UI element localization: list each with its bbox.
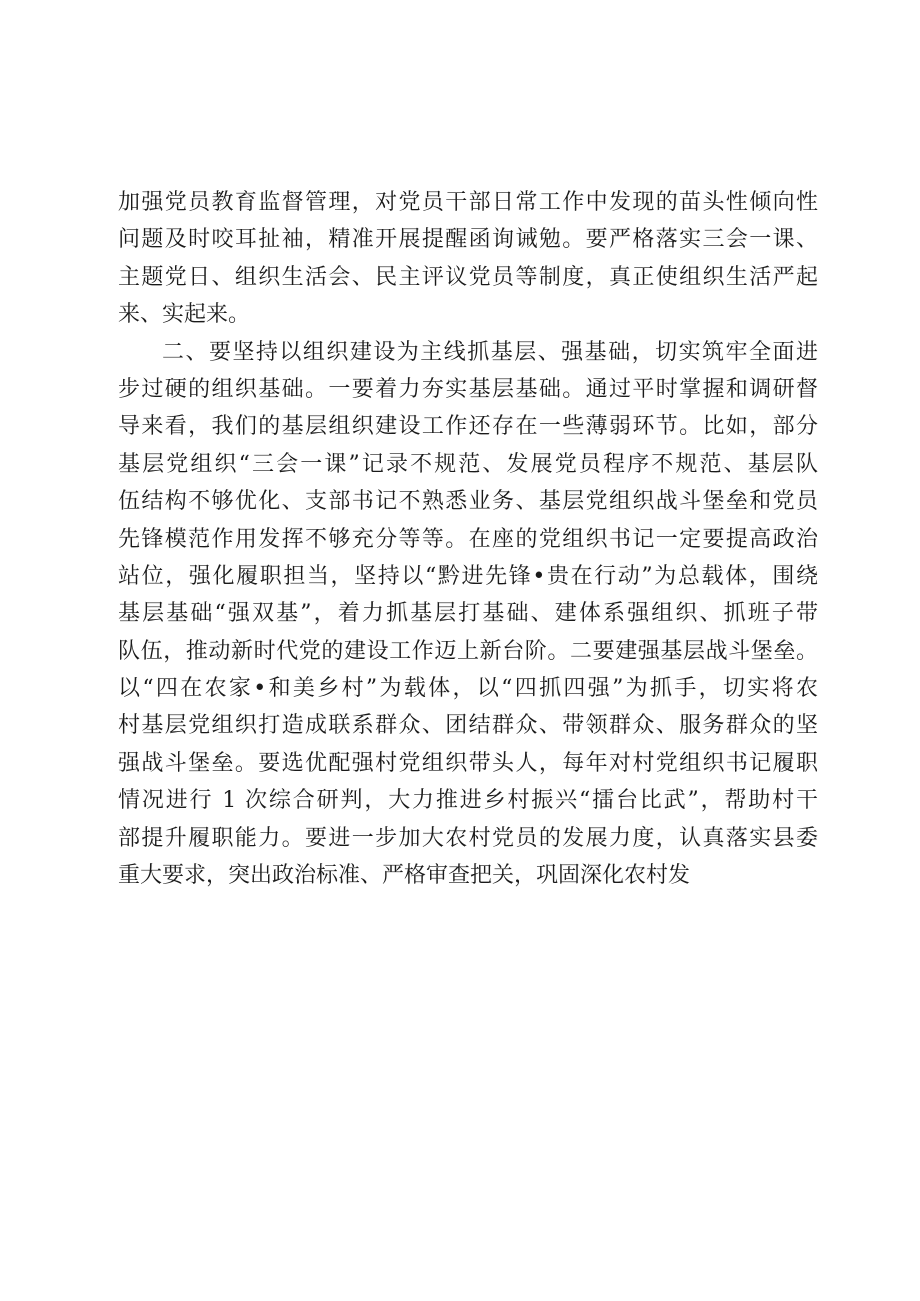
text-line: 基层党组织“三会一课”记录不规范、发展党员程序不规范、基层队 (118, 451, 818, 477)
text-line: 导来看，我们的基层组织建设工作还存在一些薄弱环节。比如，部分 (118, 414, 818, 440)
text-line: 站位，强化履职担当，坚持以“黔进先锋•贵在行动”为总载体，围绕 (118, 563, 818, 589)
text-line: 步过硬的组织基础。一要着力夯实基层基础。通过平时掌握和调研督 (118, 376, 818, 402)
text-line: 先锋模范作用发挥不够充分等等。在座的党组织书记一定要提高政治 (118, 526, 818, 552)
text-line: 队伍，推动新时代党的建设工作迈上新台阶。二要建强基层战斗堡垒。 (118, 638, 818, 664)
text-line: 加强党员教育监督管理，对党员干部日常工作中发现的苗头性倾向性 (118, 190, 818, 215)
text-line: 以“四在农家•和美乡村”为载体，以“四抓四强”为抓手，切实将农 (118, 676, 818, 702)
section-heading-line: 二、要坚持以组织建设为主线抓基层、强基础，切实筑牢全面进 (162, 339, 818, 365)
text-line: 基层基础“强双基”，着力抓基层打基础、建体系强组织、抓班子带 (118, 601, 818, 627)
text-line: 重大要求，突出政治标准、严格审查把关，巩固深化农村发 (118, 863, 691, 889)
text-line: 问题及时咬耳扯袖，精准开展提醒函询诫勉。要严格落实三会一课、 (118, 227, 818, 253)
text-line: 部提升履职能力。要进一步加大农村党员的发展力度，认真落实县委 (118, 825, 818, 851)
text-line: 来、实起来。 (118, 302, 251, 328)
text-line: 情况进行 1 次综合研判，大力推进乡村振兴“擂台比武”，帮助村干 (118, 788, 818, 814)
text-line: 强战斗堡垒。要选优配强村党组织带头人，每年对村党组织书记履职 (118, 750, 818, 776)
text-line: 伍结构不够优化、支部书记不熟悉业务、基层党组织战斗堡垒和党员 (118, 489, 818, 515)
text-line: 主题党日、组织生活会、民主评议党员等制度，真正使组织生活严起 (118, 264, 818, 290)
text-line: 村基层党组织打造成联系群众、团结群众、带领群众、服务群众的坚 (118, 713, 818, 739)
body-text (118, 184, 818, 894)
